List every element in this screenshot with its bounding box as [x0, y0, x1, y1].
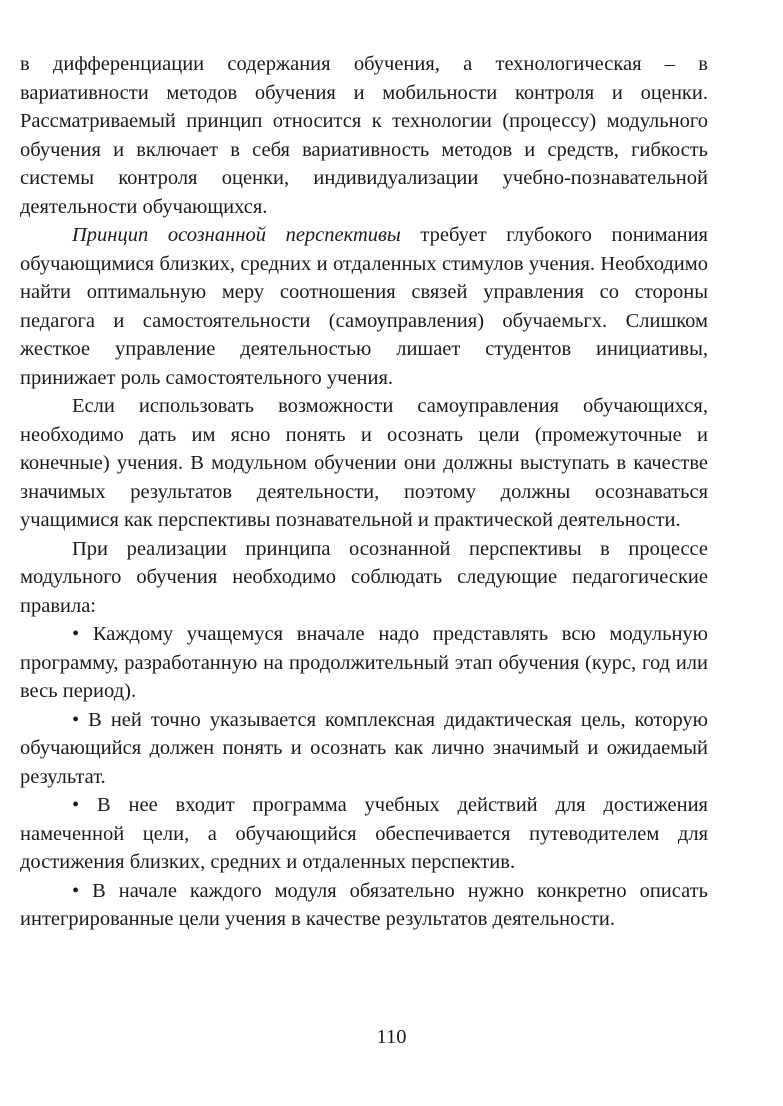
paragraph-3: Если использовать возможности самоуправления обучающихся, необходимо дать им ясно понять и осознать цели (промежуточные и конечные) учения. В модульном обучении они должны выступать в качестве значимых результатов деятельности, поэтому должны осознаваться учащимися как перспективы познавательной и практической деятельности. — [20, 395, 708, 531]
paragraph-2 — [20, 221, 708, 392]
rule-item: • В ней точно указывается комплексная дидактическая цель, которую обучающийся должен понять и осознать как лично значимый и ожидаемый результат. — [20, 708, 708, 788]
paragraph-2-text: требует глубокого понимания обучающимися близких, средних и отдаленных стимулов учения. Необходимо найти оптимальную меру соотношения связей управления со стороны педагога и самостоятельности (самоуправления) обучаемьгх. Слишком жесткое управление деятельностью лишает студентов инициативы, принижает роль самостоятельного учения. — [20, 224, 708, 389]
principle-title: Принцип осознанной перспективы — [72, 224, 401, 246]
page-number: 110 — [376, 1026, 407, 1048]
page-body — [20, 50, 708, 934]
paragraph-1: в дифференциации содержания обучения, а технологическая – в вариативности методов обучения и мобильности контроля и оценки. Рассматриваемый принцип относится к технологии (процессу) модульного обучения и включает в себя вариативность методов и средств, гибкость системы контроля оценки, индивидуализации учебно-познавательной деятельности обучающихся. — [20, 53, 708, 218]
rule-item: • В начале каждого модуля обязательно нужно конкретно описать интегрированные цели учения в качестве результатов деятельности. — [20, 879, 708, 930]
rule-item: • В нее входит программа учебных действий для достижения намеченной цели, а обучающийся обеспечивается путеводителем для достижения близких, средних и отдаленных перспектив. — [20, 794, 708, 873]
rule-item: • Каждому учащемуся вначале надо представлять всю модульную программу, разработанную на продолжительный этап обучения (курс, год или весь период). — [20, 623, 708, 702]
paragraph-4: При реализации принципа осознанной перспективы в процессе модульного обучения необходимо соблюдать следующие педагогические правила: — [20, 537, 708, 617]
